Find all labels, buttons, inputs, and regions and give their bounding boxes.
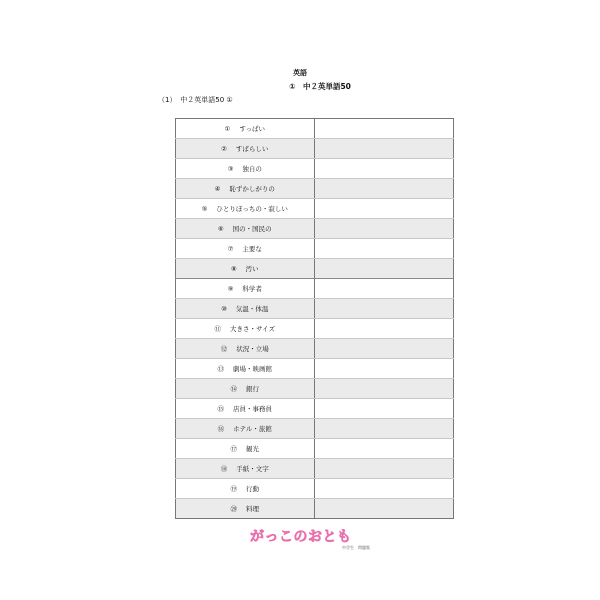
japanese-word: 観光: [246, 445, 260, 453]
answer-cell[interactable]: [314, 239, 453, 259]
table-row: [176, 219, 454, 239]
answer-cell[interactable]: [314, 139, 453, 159]
japanese-word: 手紙・文字: [236, 465, 269, 473]
question-number: ⑱: [220, 465, 228, 473]
question-cell: [176, 479, 315, 499]
question-number: ⑯: [217, 425, 225, 433]
table-row: [176, 179, 454, 199]
question-cell: [176, 179, 315, 199]
question-number: ⑨: [227, 285, 234, 293]
answer-cell[interactable]: [314, 379, 453, 399]
table-row: [176, 439, 454, 459]
answer-cell[interactable]: [314, 479, 453, 499]
answer-cell[interactable]: [314, 179, 453, 199]
japanese-word: ホテル・旅館: [233, 425, 272, 433]
japanese-word: 独自の: [242, 165, 262, 173]
question-number: ④: [214, 185, 221, 193]
answer-cell[interactable]: [314, 439, 453, 459]
japanese-word: 主要な: [242, 245, 262, 253]
table-row: [176, 419, 454, 439]
question-cell: [176, 159, 315, 179]
question-number: ⑰: [230, 445, 238, 453]
japanese-word: 銀行: [246, 385, 260, 393]
table-row: [176, 239, 454, 259]
question-cell: [176, 419, 315, 439]
table-row: [176, 119, 454, 139]
answer-cell[interactable]: [314, 319, 453, 339]
question-cell: [176, 239, 315, 259]
section-heading: [158, 95, 233, 105]
question-number: ⑭: [230, 385, 238, 393]
table-row: [176, 399, 454, 419]
question-cell: [176, 339, 315, 359]
logo-caption: 中学生 問題集: [342, 545, 370, 550]
table-row: [176, 359, 454, 379]
question-number: ⑧: [230, 265, 237, 273]
question-cell: [176, 139, 315, 159]
question-cell: [176, 379, 315, 399]
japanese-word: 気温・体温: [235, 305, 269, 313]
japanese-word: 恥ずかしがりの: [229, 185, 275, 193]
table-row: [176, 159, 454, 179]
answer-cell[interactable]: [314, 119, 453, 139]
subject-title: 英語: [293, 69, 307, 77]
section-title: 中２英単語50 ①: [180, 96, 233, 104]
question-number: ⑪: [214, 325, 222, 333]
table-row: [176, 499, 454, 519]
answer-cell[interactable]: [314, 299, 453, 319]
question-cell: [176, 199, 315, 219]
question-number: ⑲: [230, 485, 238, 493]
japanese-word: 汚い: [245, 265, 259, 273]
japanese-word: 店員・事務員: [233, 405, 273, 413]
question-number: ⑳: [230, 505, 238, 513]
japanese-word: ひとりぼっちの・寂しい: [216, 205, 288, 213]
table-row: [176, 379, 454, 399]
table-row: [176, 319, 454, 339]
question-cell: [176, 399, 315, 419]
japanese-word: すっぱい: [239, 125, 265, 133]
japanese-word: 大きさ・サイズ: [230, 325, 275, 333]
answer-cell[interactable]: [314, 359, 453, 379]
answer-cell[interactable]: [314, 419, 453, 439]
answer-cell[interactable]: [314, 499, 453, 519]
japanese-word: 国の・国民の: [232, 225, 272, 233]
japanese-word: 状況・立場: [236, 345, 269, 353]
question-cell: [176, 259, 315, 279]
question-number: ⑬: [217, 365, 225, 373]
vocabulary-table: [175, 118, 454, 519]
question-cell: [176, 219, 315, 239]
question-number: ⑤: [201, 205, 208, 213]
table-row: [176, 279, 454, 299]
question-number: ⑮: [217, 405, 225, 413]
table-row: [176, 139, 454, 159]
question-cell: [176, 119, 315, 139]
japanese-word: 科学者: [242, 285, 262, 293]
table-row: [176, 479, 454, 499]
question-number: ⑥: [217, 225, 224, 233]
japanese-word: すばらしい: [235, 145, 269, 153]
answer-cell[interactable]: [314, 399, 453, 419]
question-cell: [176, 359, 315, 379]
question-number: ③: [227, 165, 234, 173]
question-cell: [176, 439, 315, 459]
answer-cell[interactable]: [314, 259, 453, 279]
question-cell: [176, 319, 315, 339]
question-number: ⑦: [227, 245, 234, 253]
question-cell: [176, 299, 315, 319]
unit-title: ① 中２英単語50: [289, 82, 351, 91]
table-row: [176, 339, 454, 359]
answer-cell[interactable]: [314, 339, 453, 359]
section-number: （1）: [158, 96, 177, 104]
answer-cell[interactable]: [314, 219, 453, 239]
answer-cell[interactable]: [314, 459, 453, 479]
japanese-word: 劇場・映画館: [233, 365, 273, 373]
table-row: [176, 299, 454, 319]
table-row: [176, 459, 454, 479]
table-row: [176, 199, 454, 219]
answer-cell[interactable]: [314, 279, 453, 299]
question-number: ⑩: [221, 305, 227, 313]
answer-cell[interactable]: [314, 199, 453, 219]
answer-cell[interactable]: [314, 159, 453, 179]
question-cell: [176, 459, 315, 479]
question-cell: [176, 499, 315, 519]
table-row: [176, 259, 454, 279]
japanese-word: 行動: [246, 485, 260, 493]
question-number: ⑫: [220, 345, 228, 353]
japanese-word: 料理: [246, 505, 260, 513]
gakko-no-otomo-logo: がっこのおとも: [250, 529, 352, 545]
question-number: ②: [221, 145, 227, 153]
question-number: ①: [224, 125, 231, 133]
question-cell: [176, 279, 315, 299]
